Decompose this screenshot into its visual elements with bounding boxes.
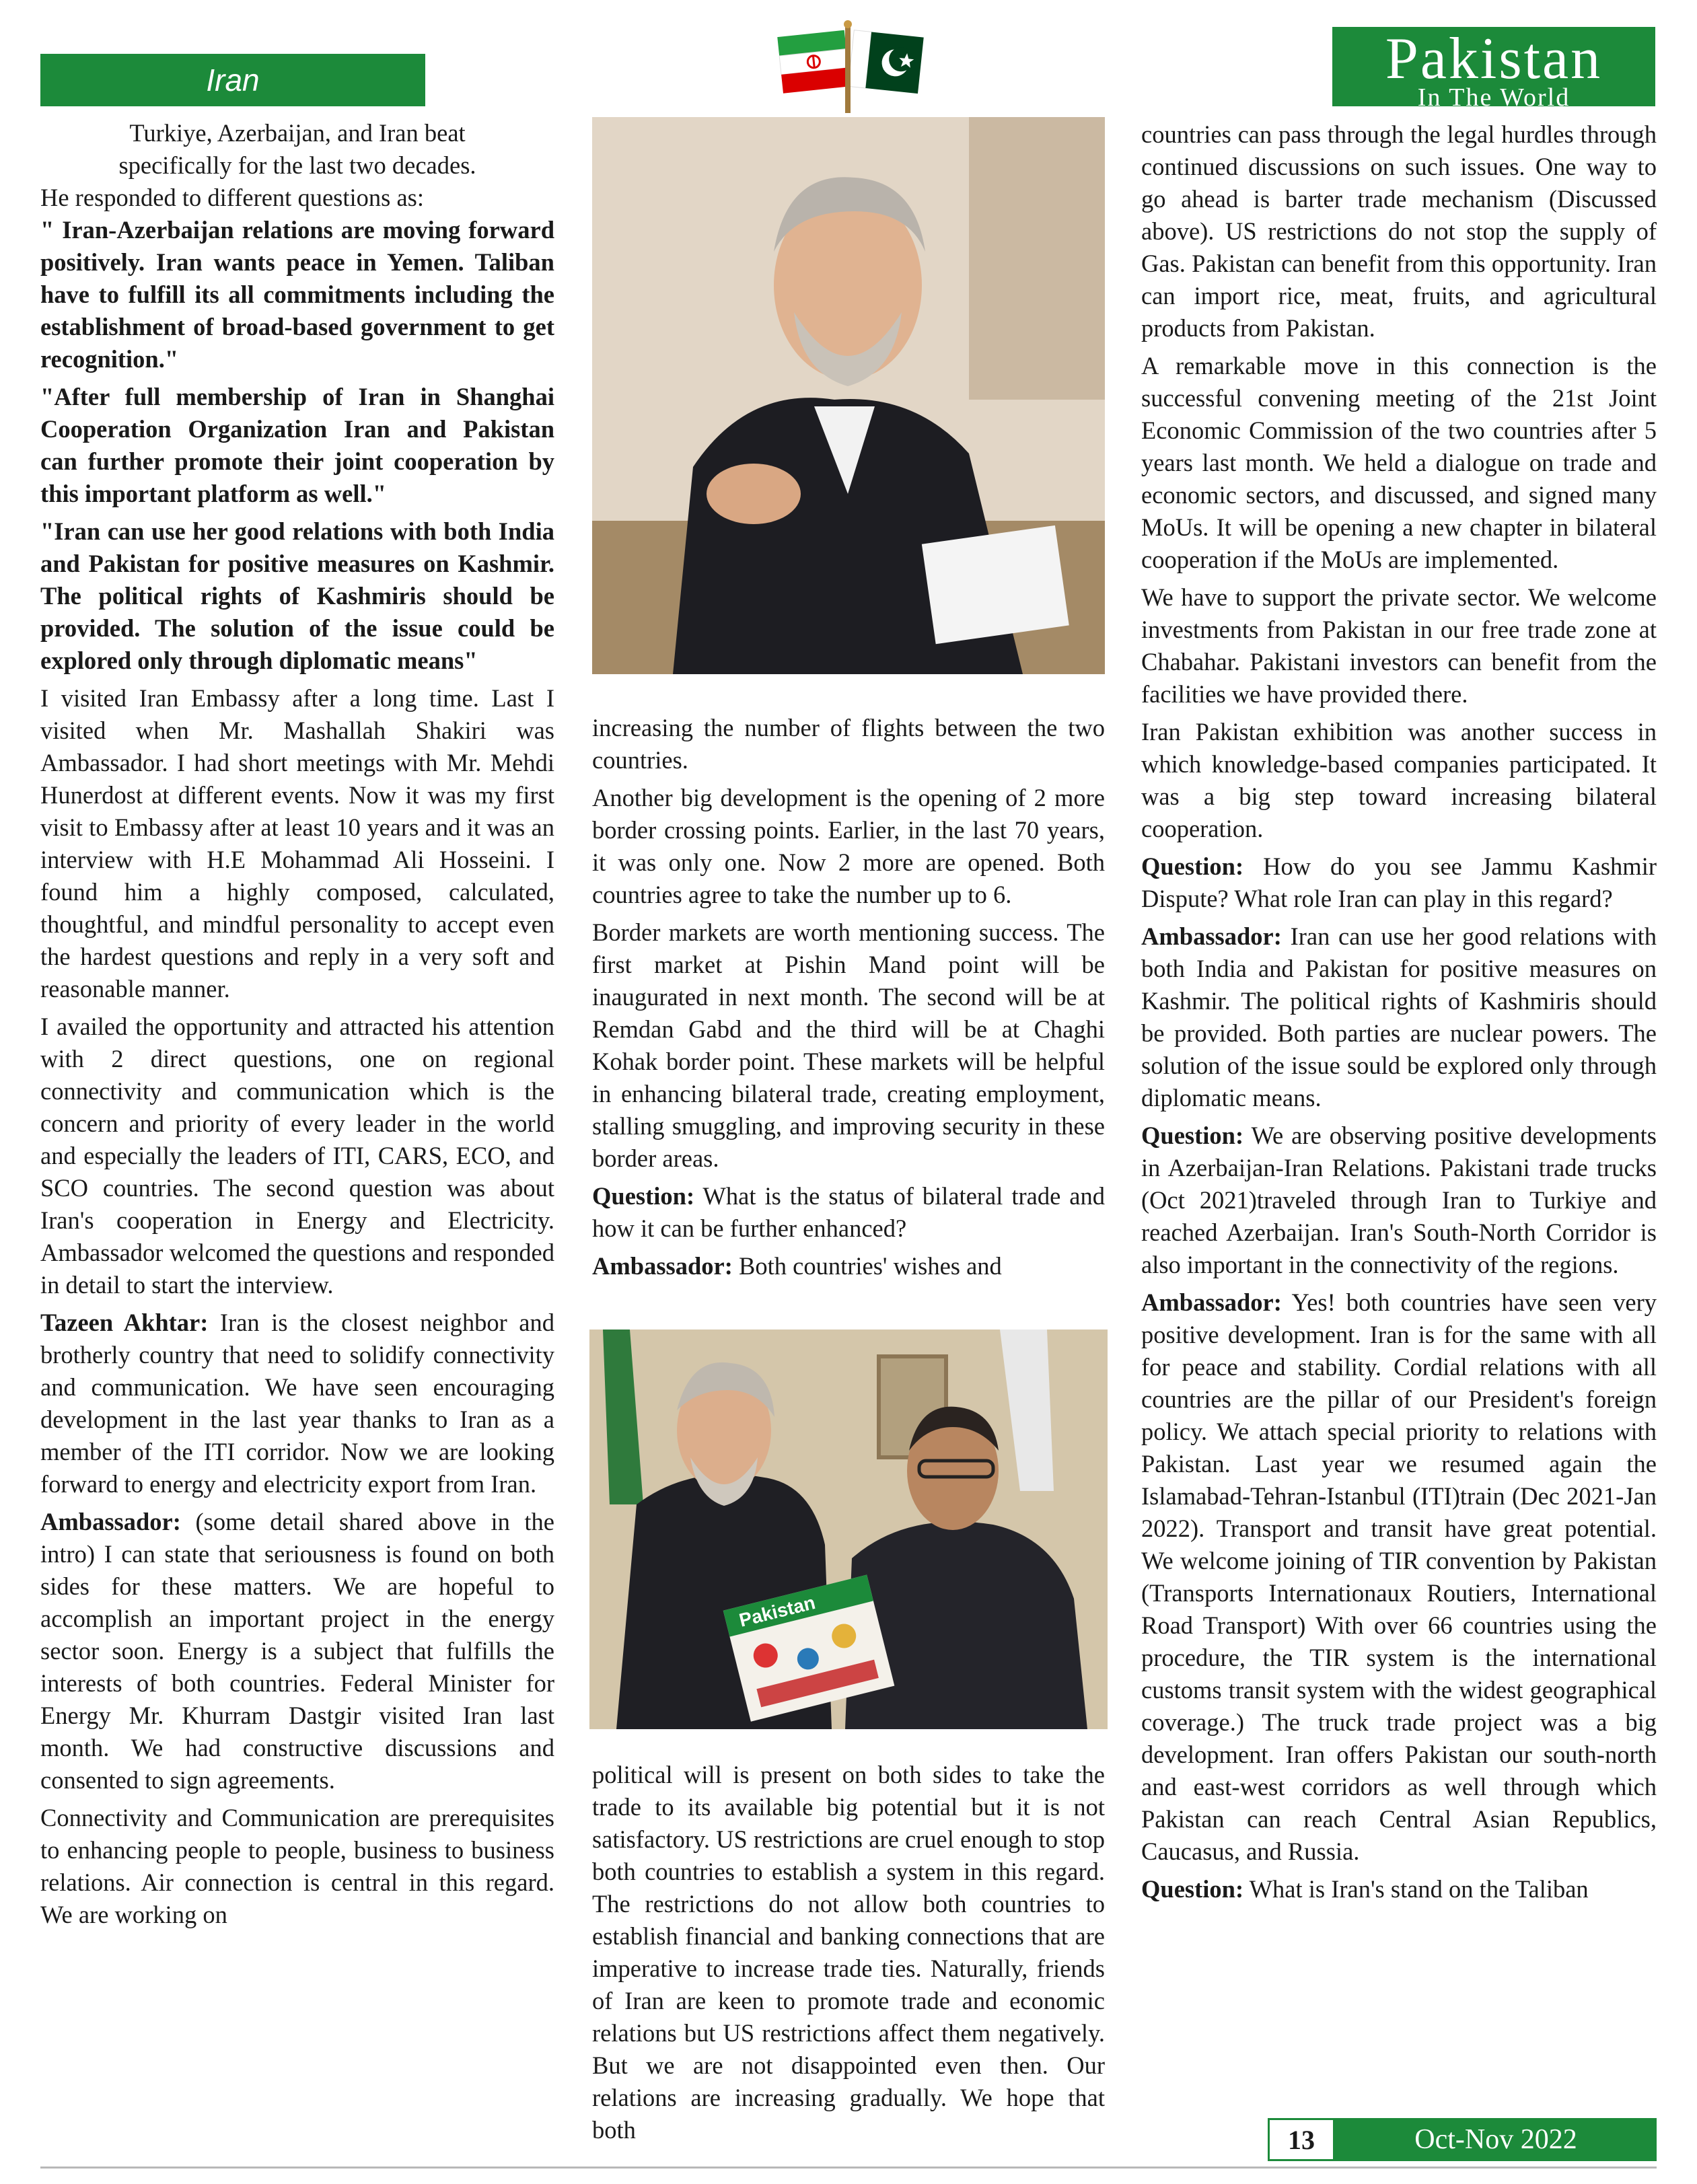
answer-text: (some detail shared above in the intro) I can state that seriousness is found on both sides for these matters. We are hopeful to accomplish an important project in the energy sector soon. Energy is a subject that fulfills the interests of both countries. Federal Minister for Energy Mr. Khurram Dastgir visited Iran last month. We had constructive discussions and consented to sign agreements.	[40, 1508, 554, 1794]
section-tab: Iran	[40, 54, 425, 106]
qa-paragraph	[40, 1506, 554, 1796]
question-text: What is the status of bilateral trade and how it can be further enhanced?	[592, 1182, 1105, 1242]
page-number: 13	[1268, 2118, 1335, 2161]
qa-paragraph	[1141, 1286, 1657, 1868]
answer-text: Iran is the closest neighbor and brotherly country that need to solidify connectivity and communication. We have seen encouraging development in the last year thanks to Iran as a member of the ITI corridor. Now we are looking forward to energy and electricity export from Iran.	[40, 1309, 554, 1498]
paragraph: Turkiye, Azerbaijan, and Iran beat specifically for the last two decades.	[118, 119, 476, 179]
speaker-label: Ambassador:	[1141, 1288, 1282, 1316]
quote-paragraph: "Iran can use her good relations with both India and Pakistan for positive measures on Kashmir. The political rights of Kashmiris should be provided. The solution of the issue could be explored only through diplomatic means"	[40, 517, 554, 674]
paragraph: Connectivity and Communication are prerequisites to enhancing people to people, business to business relations. Air connection is central in this regard. We are working on	[40, 1804, 554, 1928]
column-3	[1141, 118, 1657, 1911]
magazine-brand	[1332, 26, 1655, 112]
answer-text: Both countries' wishes and	[732, 1252, 1002, 1280]
meeting-photo	[589, 1330, 1108, 1729]
qa-paragraph	[592, 1180, 1105, 1245]
question-label: Question:	[1141, 1875, 1244, 1903]
paragraph: Another big development is the opening of 2 more border crossing points. Earlier, in the last 70 years, it was only one. Now 2 more are opened. Both countries agree to take the number up to 6.	[592, 784, 1105, 908]
paragraph: A remarkable move in this connection is the successful convening meeting of the 21st Joint Economic Commission of the two countries after 5 years last month. We held a dialogue on trade and economic sectors, and discussed, and signed many MoUs. It will be opening a new chapter in bilateral cooperation if the MoUs are implemented.	[1141, 352, 1657, 573]
qa-paragraph	[592, 1250, 1105, 1282]
speaker-label: Ambassador:	[1141, 922, 1282, 950]
question-label: Question:	[1141, 1122, 1244, 1149]
paragraph: Border markets are worth mentioning success. The first market at Pishin Mand point will be inaugurated in next month. The second will be at Remdan Gabd and the third will be at Chaghi Kohak border point. These markets will be helpful in enhancing bilateral trade, creating employment, stalling smuggling, and improving security in these border areas.	[592, 918, 1105, 1172]
question-label: Question:	[1141, 852, 1244, 880]
speaker-label: Ambassador:	[592, 1252, 733, 1280]
question-label: Question:	[592, 1182, 695, 1210]
qa-paragraph	[1141, 1873, 1657, 1905]
footer-divider	[40, 2167, 1657, 2169]
quote-paragraph: "After full membership of Iran in Shanghai Cooperation Organization Iran and Pakistan can further promote their joint cooperation by this important platform as well."	[40, 383, 554, 507]
iran-pakistan-flags-icon	[775, 19, 925, 113]
paragraph: increasing the number of flights between the two countries.	[592, 714, 1105, 774]
question-text: We are observing positive developments in Azerbaijan-Iran Relations. Pakistani trade trucks (Oct 2021)traveled through Iran to Turkiye and reached Azerbaijan. Iran's South-North Corridor is also important in the connectivity of the regions.	[1141, 1122, 1657, 1278]
qa-paragraph	[1141, 850, 1657, 915]
brand-title: Pakistan	[1385, 26, 1603, 92]
paragraph: political will is present on both sides to take the trade to its available big potential but it is not satisfactory. US restrictions are cruel enough to stop both countries to establish a system in this regard. The restrictions do not allow both countries to establish financial and banking connections that are imperative to increase trade ties. Naturally, friends of Iran are keen to promote trade and economic relations but US restrictions affect them negatively. But we are not disappointed even then. Our relations are increasing gradually. We hope that both	[592, 1761, 1105, 2144]
magazine-cover-title: Pakistan	[737, 1591, 818, 1631]
column-2-upper	[592, 712, 1105, 1288]
answer-text: Iran can use her good relations with both India and Pakistan for positive measures on Kashmir. The political rights of Kashmiris should be provided. Both parties are nuclear powers. The solution of the issue sould be explored only through diplomatic means.	[1141, 922, 1657, 1112]
speaker-label: Ambassador:	[40, 1508, 181, 1535]
paragraph: I visited Iran Embassy after a long time. Last I visited when Mr. Mashallah Shakiri was Ambassador. I had short meetings with Mr. Mehdi Hunerdost at different events. Now it was my first visit to Embassy after at least 10 years and it was an interview with H.E Mohammad Ali Hosseini. I found him a highly composed, calculated, thoughtful, and mindful personality to accept even the hardest questions and reply in a very soft and reasonable manner.	[40, 684, 554, 1003]
question-text: What is Iran's stand on the Taliban	[1243, 1875, 1589, 1903]
paragraph: We have to support the private sector. We welcome investments from Pakistan in our free trade zone at Chabahar. Pakistani investors can benefit from the facilities we have provided there.	[1141, 583, 1657, 708]
paragraph: He responded to different questions as:	[40, 184, 425, 211]
speaker-label: Tazeen Akhtar:	[40, 1309, 209, 1336]
issue-date: Oct-Nov 2022	[1335, 2118, 1657, 2161]
paragraph: I availed the opportunity and attracted his attention with 2 direct questions, one on regional connectivity and communication which is the concern and priority of every leader in the world and especially the leaders of ITI, CARS, ECO, and SCO countries. The second question was about Iran's cooperation in Energy and Electricity. Ambassador welcomed the questions and responded in detail to start the interview.	[40, 1013, 554, 1299]
qa-paragraph	[40, 1307, 554, 1500]
column-1	[40, 117, 554, 1936]
answer-text: Yes! both countries have seen very positive development. Iran is for the same with all for peace and stability. Cordial relations with all countries are the pillar of our President's foreign policy. We attach special priority to relations with Pakistan. Last year we resumed again the Islamabad-Tehran-Istanbul (ITI)train (Dec 2021-Jan 2022). Transport and transit have great potential. We welcome joining of TIR convention by Pakistan (Transports Internationaux Routiers, International Road Transport) With over 66 countries using the procedure, the TIR system is the international customs transit system with the widest geographical coverage.) The truck trade project was a big development. Iran offers Pakistan our south-north and east-west corridors as well through which Pakistan can reach Central Asian Republics, Caucasus, and Russia.	[1141, 1288, 1657, 1865]
qa-paragraph	[1141, 920, 1657, 1114]
column-2-lower	[592, 1759, 1105, 2152]
brand-subtitle: In The World	[1417, 83, 1570, 112]
quote-paragraph: " Iran-Azerbaijan relations are moving forward positively. Iran wants peace in Yemen. Taliban have to fulfill its all commitments including the establishment of broad-based government to get recognition."	[40, 216, 554, 373]
question-text: How do you see Jammu Kashmir Dispute? What role Iran can play in this regard?	[1141, 852, 1657, 912]
ambassador-portrait-photo	[592, 117, 1105, 674]
paragraph: countries can pass through the legal hurdles through continued discussions on such issues. One way to go ahead is barter trade mechanism (Discussed above). US restrictions do not stop the supply of Gas. Pakistan can benefit from this opportunity. Iran can import rice, meat, fruits, and agricultural products from Pakistan.	[1141, 120, 1657, 342]
paragraph: Iran Pakistan exhibition was another success in which knowledge-based companies participated. It was a big step toward increasing bilateral cooperation.	[1141, 718, 1657, 842]
qa-paragraph	[1141, 1120, 1657, 1281]
